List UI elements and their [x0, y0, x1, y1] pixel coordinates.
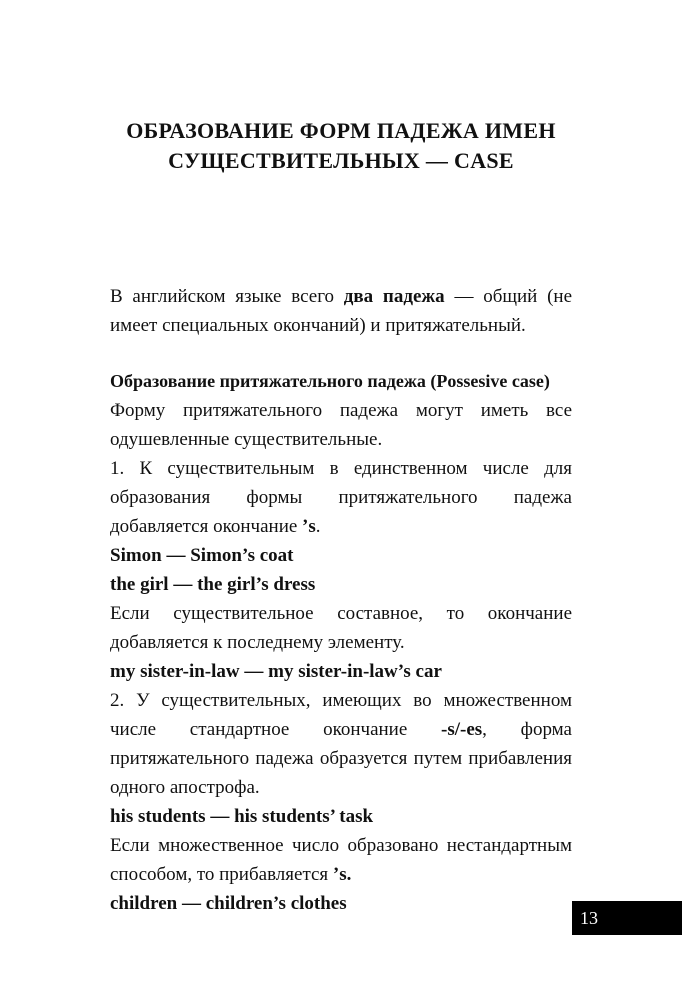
compound-paragraph: Если существительное составное, то окончание добавляется к последнему элементу. [110, 603, 572, 653]
title-line-1: ОБРАЗОВАНИЕ ФОРМ ПАДЕЖА ИМЕН [126, 118, 556, 143]
rule-1-period: . [315, 516, 321, 537]
example-2: the girl — the girl’s dress [110, 574, 316, 595]
intro-text-start: В английском языке всего [110, 286, 344, 307]
example-4: his students — his students’ task [110, 806, 374, 827]
main-text [110, 282, 572, 918]
rule-2-text-end: , форма притяжательного падежа образуется путем прибавления одного апострофа. [110, 719, 572, 798]
rule-1-text: 1. К существительным в единственном числе для образования формы притяжательного падежа добавляется окончание [110, 458, 572, 537]
rule-2-text: 2. У существительных, имеющих во множественном числе стандартное окончание [110, 690, 572, 740]
page-title [0, 116, 682, 176]
example-3: my sister-in-law — my sister-in-law’s car [110, 661, 442, 682]
irregular-text: Если множественное число образовано нестандартным способом, то прибавляется [110, 835, 572, 885]
intro-text-end: — общий (не имеет специальных окончаний) и притяжательный. [110, 286, 573, 336]
irregular-ending: ’s. [332, 864, 352, 885]
rule-1-ending: ’s [302, 516, 316, 537]
example-1: Simon — Simon’s coat [110, 545, 294, 566]
spacer [110, 340, 572, 367]
rule-1-paragraph [110, 454, 572, 541]
rule-2-ending: -s/-es [441, 719, 483, 740]
intro-paragraph [110, 282, 572, 340]
intro-bold-term: два падежа [343, 286, 445, 307]
rule-2-paragraph [110, 686, 572, 802]
title-line-2: СУЩЕСТВИТЕЛЬНЫХ — CASE [168, 148, 514, 173]
page-number-tab [572, 901, 682, 935]
page-number: 13 [580, 908, 598, 928]
irregular-paragraph [110, 831, 572, 889]
animate-paragraph: Форму притяжательного падежа могут иметь все одушевленные существительные. [110, 400, 572, 450]
example-5: children — children’s clothes [110, 893, 347, 914]
section-heading: Образование притяжательного падежа (Possesive case) [110, 371, 550, 391]
